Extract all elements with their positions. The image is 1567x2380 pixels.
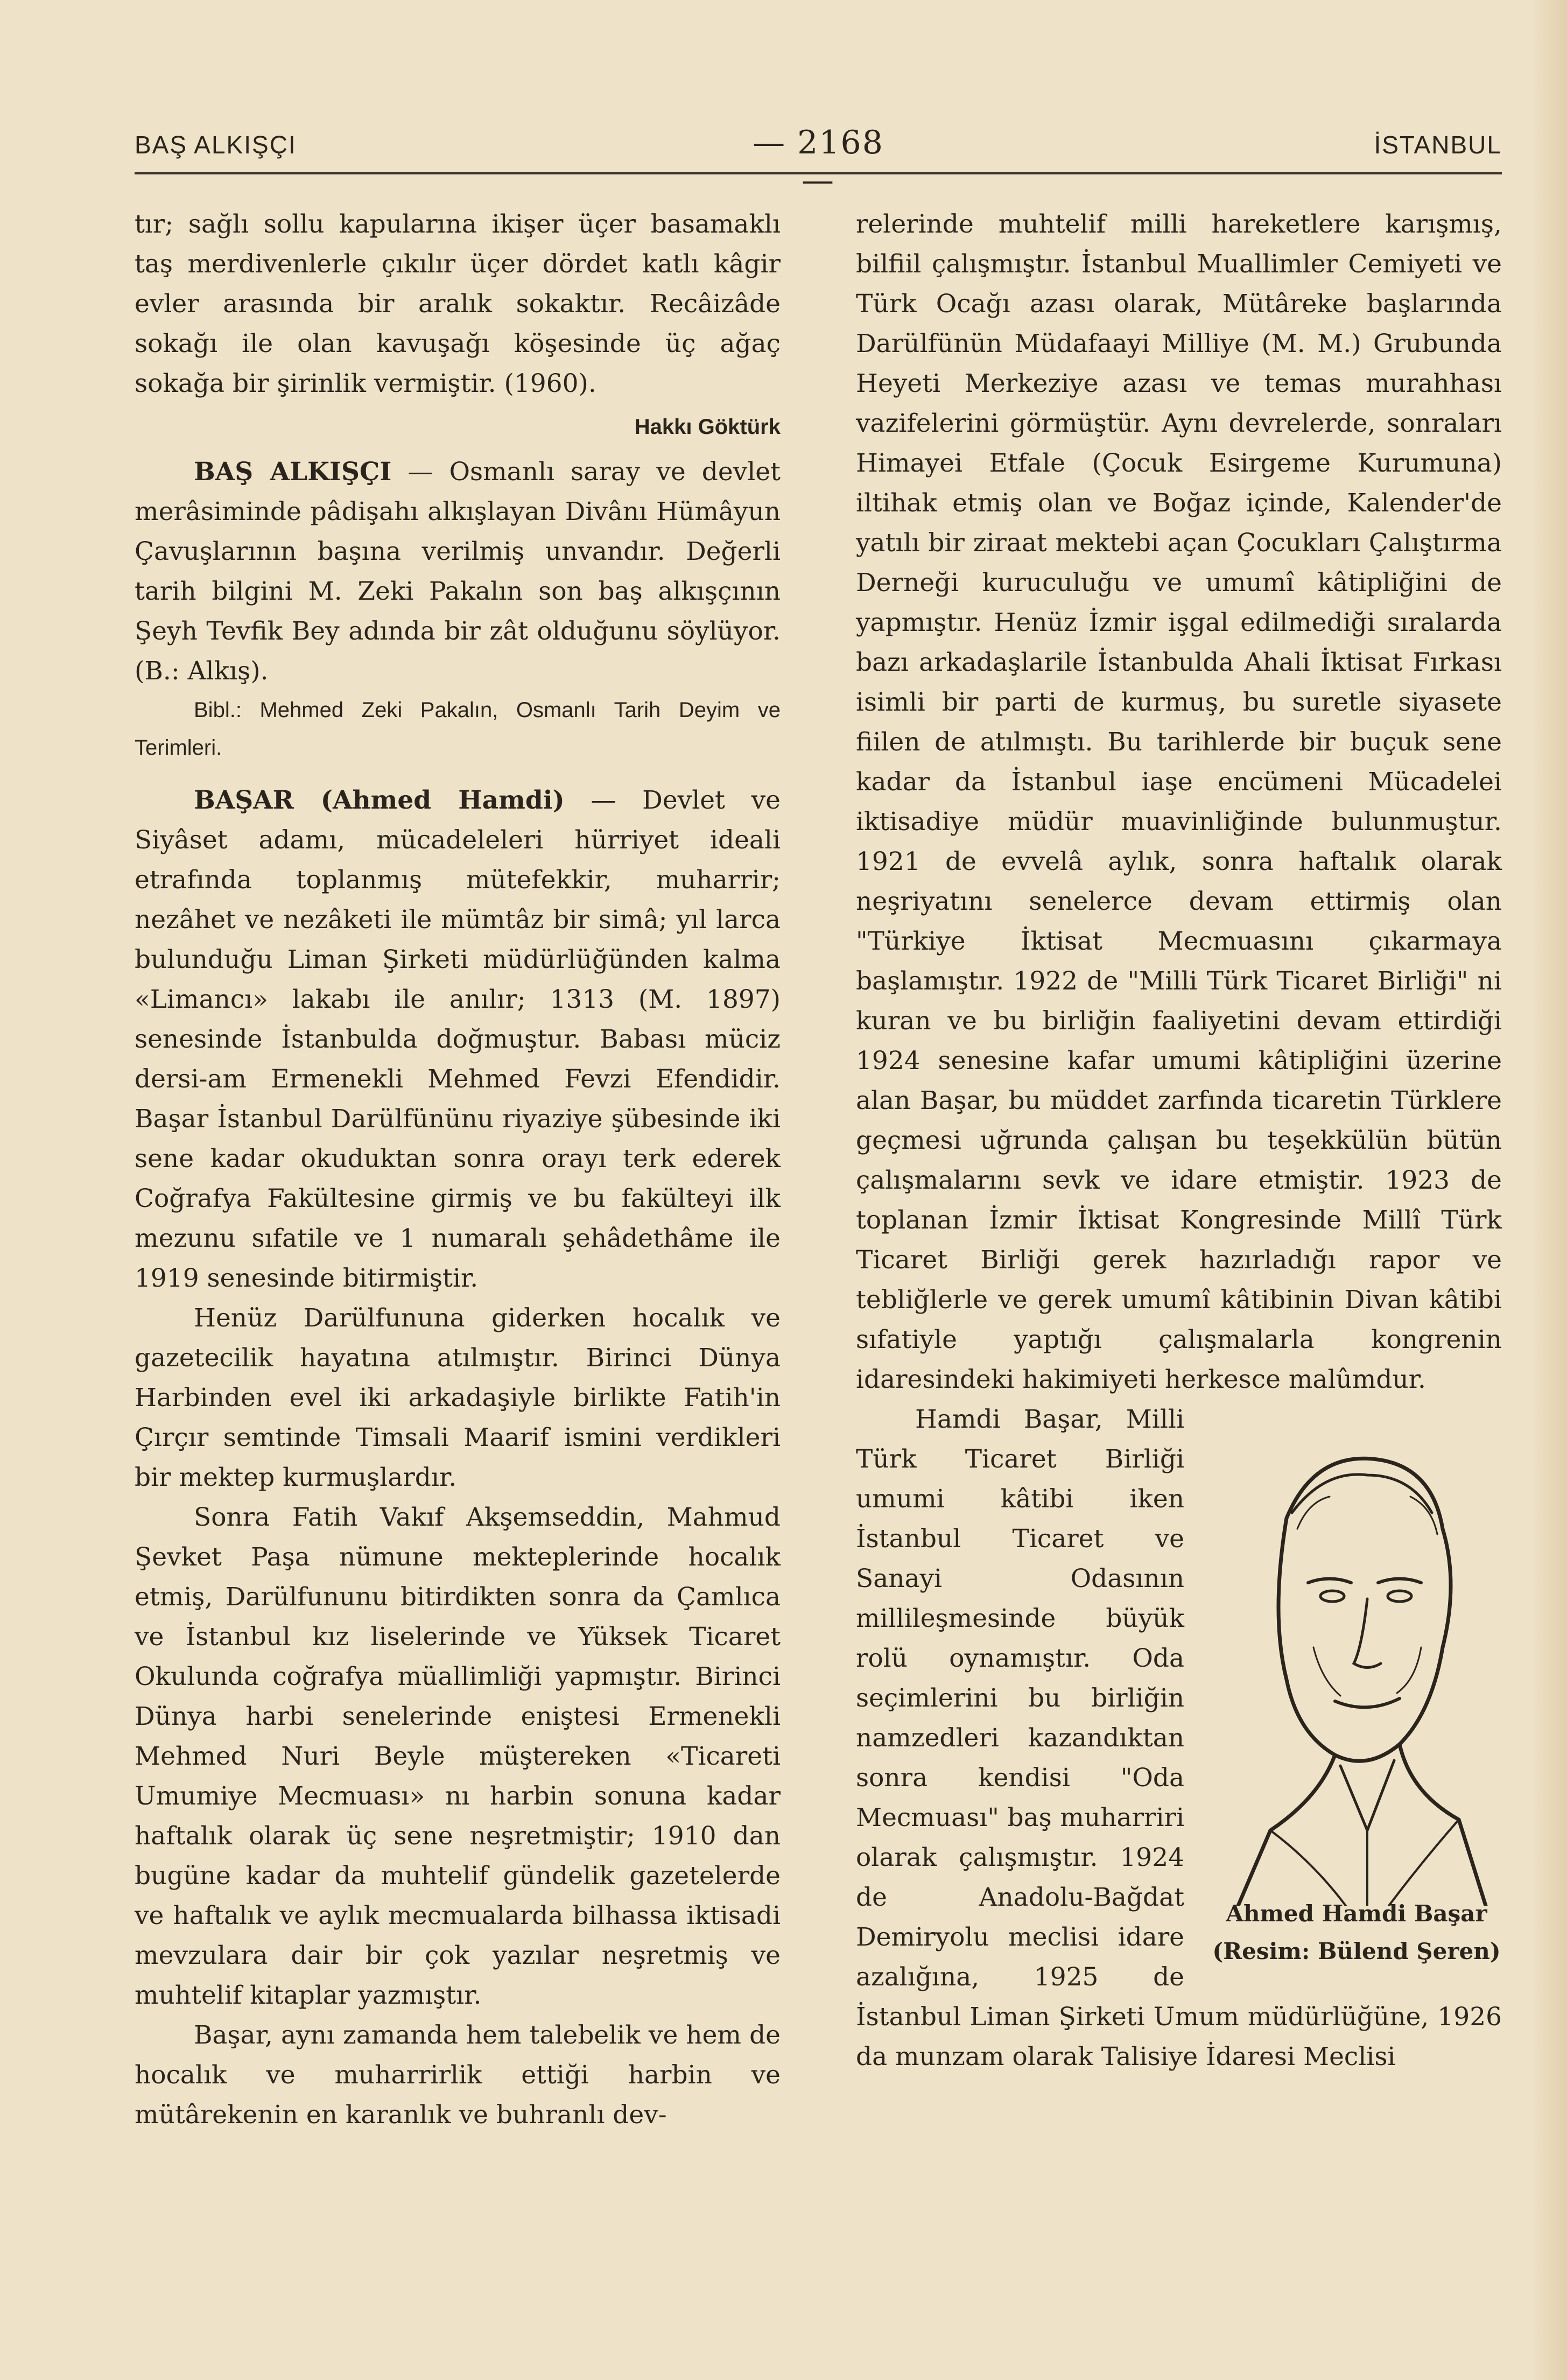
page-number: — 2168 — — [753, 124, 884, 199]
left-column — [135, 205, 781, 2135]
portrait-figure — [1200, 1410, 1502, 1970]
bibliography: Bibl.: Mehmed Zeki Pakalın, Osmanlı Tarih Deyim ve Terimleri. — [135, 698, 781, 760]
paragraph: Sonra Fatih Vakıf Akşemseddin, Mahmud Şevket Paşa nümune mekteplerinde hocalık etmiş, Darülfununu bitirdikten sonra da Çamlıca ve İstanbul kız liselerinde ve Yüksek Ticaret Okulunda coğrafya müallimliği yapmıştır. Birinci Dünya harbi senelerinde eniştesi Ermenekli Mehmed Nuri Beyle müştereken «Ticareti Umumiye Mecmuası» nı harbin sonuna kadar haftalık olarak üç sene neşretmiştir; 1910 dan bugüne kadar da muhtelif gündelik gazetelerde ve haftalık ve aylık mecmualarda bilhassa iktisadi mevzulara dair bir çok yazılar neşretmiş ve muhtelif kitaplar yazmıştır. — [135, 1503, 781, 2010]
paragraph: tır; sağlı sollu kapularına ikişer üçer basamaklı taş merdivenlerle çıkılır üçer dördet katlı kâgir evler arasında bir aralık sokaktır. Recâizâde sokağı ile olan kavuşağı köşesinde üç ağaç sokağa bir şirinlik vermiştir. (1960). — [135, 209, 781, 398]
page-edge-stain — [1529, 0, 1567, 2380]
running-head-right: İSTANBUL — [1374, 131, 1502, 159]
entry-text: — Devlet ve Siyâset adamı, mücadeleleri hürriyet ideali etrafında toplanmış mütefekkir, muharrir; nezâhet ve nezâketi ile mümtâz bir simâ; yıl larca bulunduğu Liman Şirketi müdürlüğünden kalma «Limancı» lakabı ile anılır; 1313 (M. 1897) senesinde İstanbulda doğmuştur. Babası müciz dersi-am Ermenekli Mehmed Fevzi Efendidir. Başar İstanbul Darülfününu riyaziye şübesinde iki sene kadar okuduktan sonra orayı terk ederek Coğrafya Fakültesine girmiş ve bu fakülteyi ilk mezunu sıfatile ve 1 numaralı şehâdethâme ile 1919 senesinde bitirmiştir. — [135, 785, 781, 1293]
running-head-left: BAŞ ALKIŞÇI — [135, 131, 297, 159]
entry-title: BAŞ ALKIŞÇI — [194, 457, 392, 487]
entry-title: BAŞAR (Ahmed Hamdi) — [194, 785, 565, 815]
portrait-illustration — [1206, 1421, 1496, 1906]
paragraph: Başar, aynı zamanda hem talebelik ve hem de hocalık ve muharrirlik ettiği harbin ve mütârekenin en karanlık ve buhranlı dev- — [135, 2020, 781, 2130]
paragraph: Hamdi Başar, Milli Türk Ticaret Birliği umumi kâtibi iken İstanbul Ticaret ve Sanayi Odasının millileşmesinde büyük rolü oynamıştır. Oda seçimlerini bu birliğin namzedleri kazandıktan sonra kendisi "Oda Mecmuası" baş muharriri olarak çalışmıştır. 1924 de Anadolu-Bağdat Demiryolu meclisi idare azalığına, 1925 de İstanbul Liman Şirketi Umum müdürlüğüne, 1926 da munzam olarak Talisiye İdaresi Meclisi — [856, 1405, 1502, 2072]
portrait-caption — [1200, 1895, 1513, 1970]
entry-basar — [135, 781, 781, 1298]
author-signature: Hakkı Göktürk — [634, 415, 781, 439]
page-header — [135, 124, 1502, 199]
entry-bas-alkisci — [135, 452, 781, 691]
caption-name: Ahmed Hamdi Başar — [1226, 1900, 1487, 1927]
caption-credit: (Resim: Bülend Şeren) — [1212, 1938, 1501, 1964]
right-column — [856, 205, 1502, 2077]
paragraph: relerinde muhtelif milli hareketlere karışmış, bilfiil çalışmıştır. İstanbul Muallimler Cemiyeti ve Türk Ocağı azası olarak, Mütâreke başlarında Darülfünün Müdafaayi Milliye (M. M.) Grubunda Heyeti Merkeziye azası ve temas murahhası vazifelerini görmüştür. Aynı devrelerde, sonraları Himayei Etfale (Çocuk Esirgeme Kurumuna) iltihak etmiş olan ve Boğaz içinde, Kalender'de yatılı bir ziraat mektebi açan Çocukları Çalıştırma Derneği kuruculuğu ve umumî kâtipliğini de yapmıştır. Henüz İzmir işgal edilmediği sıralarda bazı arkadaşlarile İstanbulda Ahali İktisat Fırkası isimli bir parti de kurmuş, bu suretle siyasete fiilen de atılmıştı. Bu tarihlerde bir buçuk sene kadar da İstanbul iaşe encümeni Mücadelei iktisadiye müdür muavinliğinde bulunmuştur. 1921 de evvelâ aylık, sonra haftalık olarak neşriyatını senelerce devam ettirmiş olan "Türkiye İktisat Mecmuasını çıkarmaya başlamıştır. 1922 de "Milli Türk Ticaret Birliği" ni kuran ve bu birliğin faaliyetini devam ettirdiği 1924 senesine kafar umumi kâtipliğini üzerine alan Başar, bu müddet zarfında ticaretin Türklere geçmesi uğrunda çalışan bu teşekkülün bütün çalışmalarını sevk ve idare etmiştir. 1923 de toplanan İzmir İktisat Kongresinde Millî Türk Ticaret Birliği gerek hazırladığı rapor ve tebliğlerle ve gerek umumî kâtibinin Divan kâtibi sıfatiyle yaptığı çalışmalarla kongrenin idaresindeki hakimiyeti herkesce malûmdur. — [856, 209, 1502, 1394]
entry-text: — Osmanlı saray ve devlet merâsiminde pâdişahı alkışlayan Divânı Hümâyun Çavuşlarının başına verilmiş unvandır. Değerli tarih bilgini M. Zeki Pakalın son baş alkışçının Şeyh Tevfik Bey adında bir zât olduğunu söylüyor. (B.: Alkış). — [135, 457, 781, 686]
paragraph: Henüz Darülfununa giderken hocalık ve gazetecilik hayatına atılmıştır. Birinci Dünya Harbinden evel iki arkadaşiyle birlikte Fatih'in Çırçır semtinde Timsali Maarif ismini verdikleri bir mektep kurmuşlardır. — [135, 1303, 781, 1492]
